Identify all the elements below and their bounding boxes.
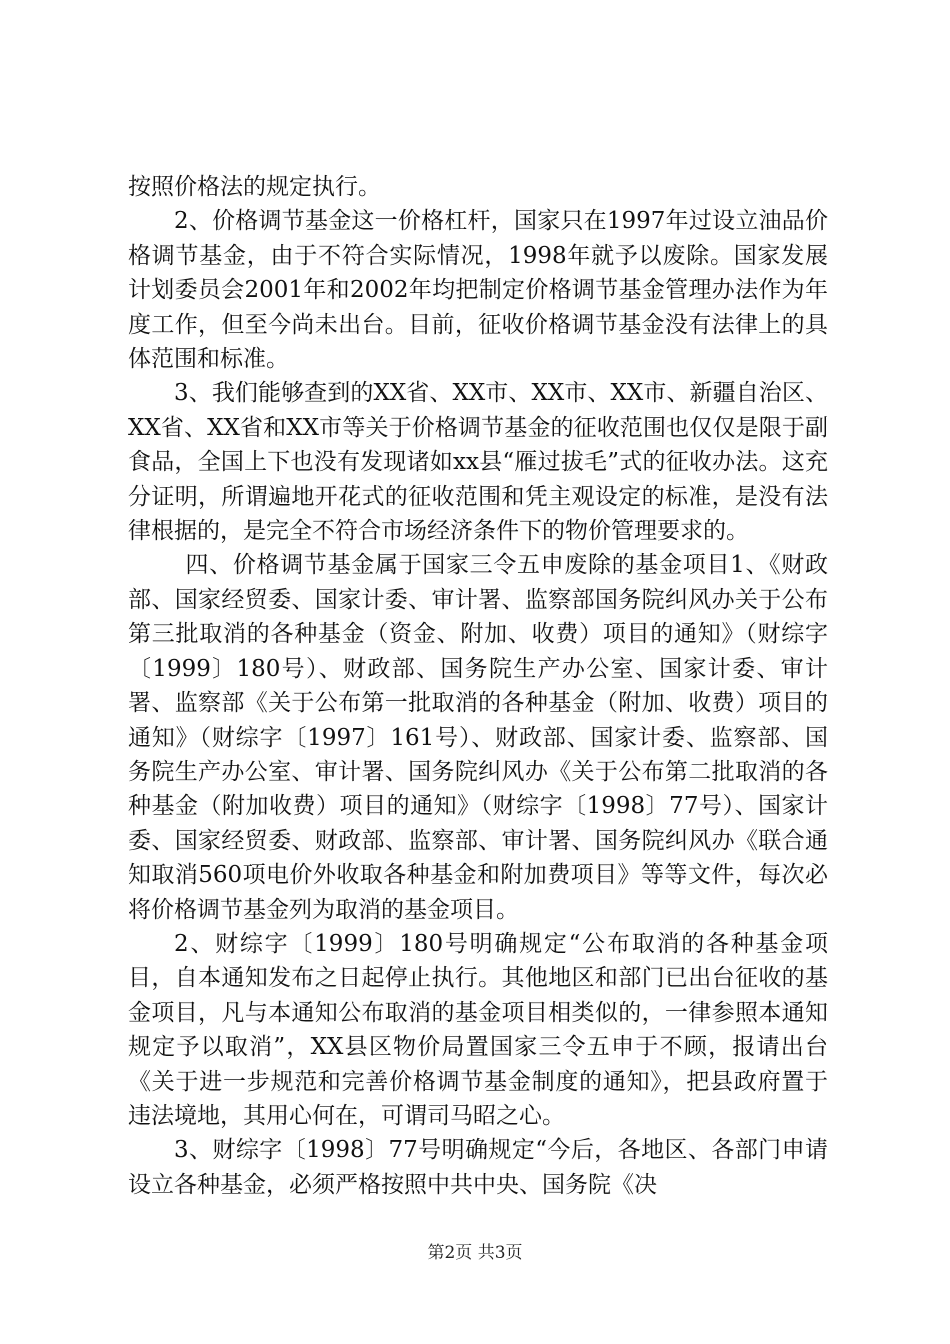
paragraph-notice-180: 2、财综字〔1999〕180号明确规定“公布取消的各种基金项目，自本通知发布之日起停止执行。其他地区和部门已出台征收的基金项目，凡与本通知公布取消的基金项目相类似的，一律参照本通知规定予以取消”，XX县区物价局置国家三令五申于不顾，报请出台《关于进一步规范和完善价格调节基金制度的通知》，把县政府置于违法境地，其用心何在，可谓司马昭之心。 (128, 930, 828, 1129)
document-body (128, 170, 828, 1202)
paragraph-continuation: 按照价格法的规定执行。 (128, 174, 381, 200)
paragraph-notice-77: 3、财综字〔1998〕77号明确规定“今后，各地区、各部门申请设立各种基金，必须严格按照中共中央、国务院《决 (128, 1137, 828, 1198)
paragraph-price-fund-history: 2、价格调节基金这一价格杠杆，国家只在1997年过设立油品价格调节基金，由于不符合实际情况，1998年就予以废除。国家发展计划委员会2001年和2002年均把制定价格调节基金管理办法作为年度工作，但至今尚未出台。目前，征收价格调节基金没有法律上的具体范围和标准。 (128, 208, 828, 373)
paragraph-collection-scope: 3、我们能够查到的XX省、XX市、XX市、XX市、新疆自治区、XX省、XX省和XX市等关于价格调节基金的征收范围也仅仅是限于副食品，全国上下也没有发现诸如xx县“雁过拔毛”式的征收办法。这充分证明，所谓遍地开花式的征收范围和凭主观设定的标准，是没有法律根据的，是完全不符合市场经济条件下的物价管理要求的。 (128, 380, 828, 545)
page-footer: 第2页 共3页 (427, 1243, 523, 1263)
paragraph-section-four: 四、价格调节基金属于国家三令五申废除的基金项目1、《财政部、国家经贸委、国家计委、审计署、监察部国务院纠风办关于公布第三批取消的各种基金（资金、附加、收费）项目的通知》（财综字〔1999〕180号）、财政部、国务院生产办公室、国家计委、审计署、监察部《关于公布第一批取消的各种基金（附加、收费）项目的通知》（财综字〔1997〕161号）、财政部、国家计委、监察部、国务院生产办公室、审计署、国务院纠风办《关于公布第二批取消的各种基金（附加收费）项目的通知》（财综字〔1998〕77号）、国家计委、国家经贸委、财政部、监察部、审计署、国务院纠风办《联合通知取消560项电价外收取各种基金和附加费项目》等等文件，每次必将价格调节基金列为取消的基金项目。 (128, 552, 828, 923)
